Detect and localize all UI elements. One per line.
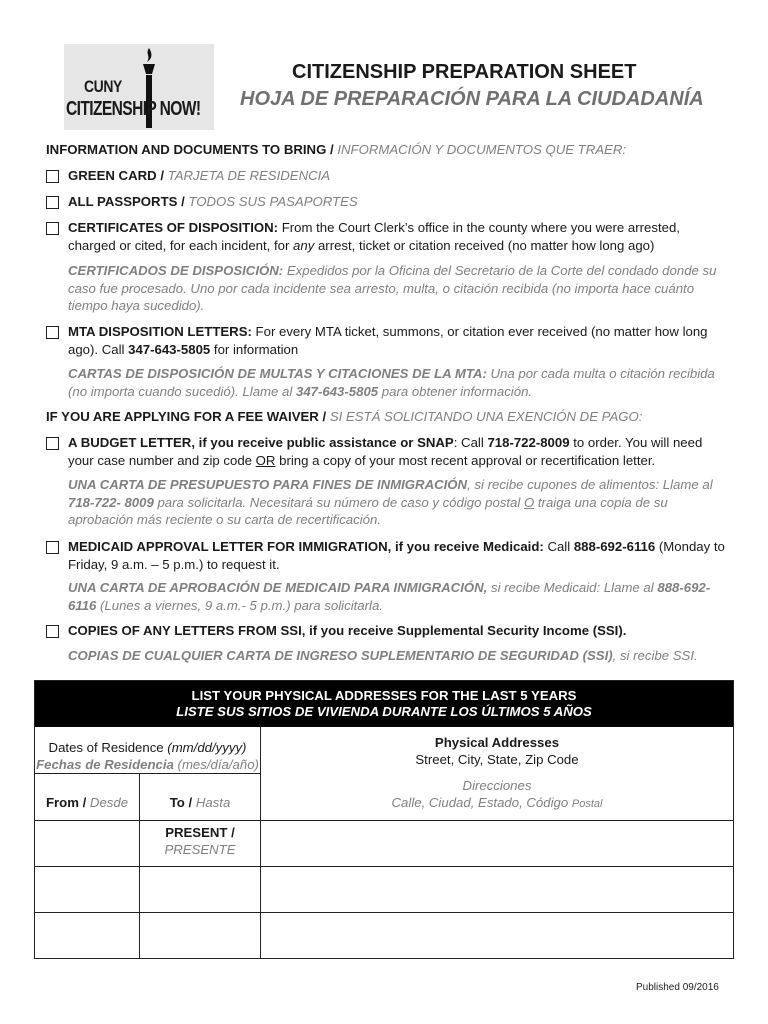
address-input-1[interactable] — [261, 821, 733, 866]
checklist-item-budget-letter: A BUDGET LETTER, if you receive public assistance or SNAP: Call 718-722-8009 to order. You will need your case number and zip code OR bring a copy of your most recent approval or recertification letter. — [46, 434, 726, 469]
checklist-item-certificates: CERTIFICATES OF DISPOSITION: From the Court Clerk’s office in the county where you were arrested, charged or cited, for each incident, for any arrest, ticket or citation received (no matter how long ago) — [46, 219, 726, 254]
page-title-spanish: HOJA DE PREPARACIÓN PARA LA CIUDADANÍA — [240, 88, 704, 110]
table-header-spanish: LISTE SUS SITIOS DE VIVIENDA DURANTE LOS ÚLTIMOS 5 AÑOS — [176, 704, 592, 719]
checkbox[interactable] — [46, 437, 59, 450]
physical-addresses-header: Physical Addresses Street, City, State, Zip Code Direcciones Calle, Ciudad, Estado, Código Postal — [391, 735, 603, 810]
section-heading-fee-waiver: IF YOU ARE APPLYING FOR A FEE WAIVER / SI ESTÁ SOLICITANDO UNA EXENCIÓN DE PAGO: — [46, 409, 643, 424]
from-date-input-2[interactable] — [35, 867, 139, 912]
to-date-input-3[interactable] — [140, 913, 260, 958]
from-date-input-1[interactable] — [35, 821, 139, 866]
address-history-table — [34, 680, 734, 959]
checklist-item-ssi-letters: COPIES OF ANY LETTERS FROM SSI, if you receive Supplemental Security Income (SSI). — [46, 622, 726, 640]
address-input-2[interactable] — [261, 867, 733, 912]
checklist-item-passports: ALL PASSPORTS / TODOS SUS PASAPORTES — [46, 193, 726, 211]
present-cell: PRESENT / PRESENTE — [164, 825, 236, 857]
to-date-input-2[interactable] — [140, 867, 260, 912]
checkbox[interactable] — [46, 625, 59, 638]
logo-text-citizenship-now: CITIZENSHIP NOW! — [66, 98, 201, 120]
logo-text-cuny: CUNY — [84, 77, 122, 96]
section-heading-documents: INFORMATION AND DOCUMENTS TO BRING / INFORMACIÓN Y DOCUMENTOS QUE TRAER: — [46, 142, 627, 157]
table-header — [35, 681, 733, 727]
checkbox[interactable] — [46, 541, 59, 554]
note-budget-letter-spanish: UNA CARTA DE PRESUPUESTO PARA FINES DE INMIGRACIÓN, si recibe cupones de alimentos: Llame al 718-722- 8009 para solicitarla. Necesitará su número de caso y código postal O traiga una copia de su aprobación más reciente o su carta de recertificación. — [68, 477, 713, 527]
from-date-input-3[interactable] — [35, 913, 139, 958]
note-ssi-spanish: COPIAS DE CUALQUIER CARTA DE INGRESO SUPLEMENTARIO DE SEGURIDAD (SSI), si recibe SSI. — [68, 648, 698, 663]
address-input-3[interactable] — [261, 913, 733, 958]
page-title: CITIZENSHIP PREPARATION SHEET — [292, 61, 637, 83]
note-medicaid-spanish: UNA CARTA DE APROBACIÓN DE MEDICAID PARA INMIGRACIÓN, si recibe Medicaid: Llame al 888-692-6116 (Lunes a viernes, 9 a.m.- 5 p.m.) para solicitarla. — [68, 580, 711, 613]
to-column-header: To / Hasta — [169, 795, 231, 810]
checkbox[interactable] — [46, 196, 59, 209]
dates-of-residence-header: Dates of Residence (mm/dd/yyyy) Fechas de Residencia (mes/día/año) — [36, 740, 259, 772]
from-column-header: From / Desde — [45, 795, 129, 810]
published-date: Published 09/2016 — [636, 982, 719, 993]
checklist-item-medicaid-letter: MEDICAID APPROVAL LETTER FOR IMMIGRATION, if you receive Medicaid: Call 888-692-6116 (Monday to Friday, 9 a.m. – 5 p.m.) to request it. — [46, 538, 726, 573]
checkbox[interactable] — [46, 222, 59, 235]
note-certificates-spanish: CERTIFICADOS DE DISPOSICIÓN: Expedidos por la Oficina del Secretario de la Corte del condado donde su caso fue procesado. Uno por cada incidente sea arresto, multa, o citación recibida (no importa hace cuánto tiempo haya sucedido). — [68, 263, 717, 313]
table-header-english: LIST YOUR PHYSICAL ADDRESSES FOR THE LAST 5 YEARS — [191, 688, 577, 703]
checkbox[interactable] — [46, 326, 59, 339]
checklist-item-green-card: GREEN CARD / TARJETA DE RESIDENCIA — [46, 167, 726, 185]
checkbox[interactable] — [46, 170, 59, 183]
note-mta-spanish: CARTAS DE DISPOSICIÓN DE MULTAS Y CITACIONES DE LA MTA: Una por cada multa o citación recibida (no importa cuando sucedió). Llame al 347-643-5805 para obtener información. — [68, 366, 715, 399]
cuny-citizenship-now-logo — [64, 44, 214, 130]
checklist-item-mta-letters: MTA DISPOSITION LETTERS: For every MTA ticket, summons, or citation ever received (no matter how long ago). Call 347-643-5805 for information — [46, 323, 726, 358]
